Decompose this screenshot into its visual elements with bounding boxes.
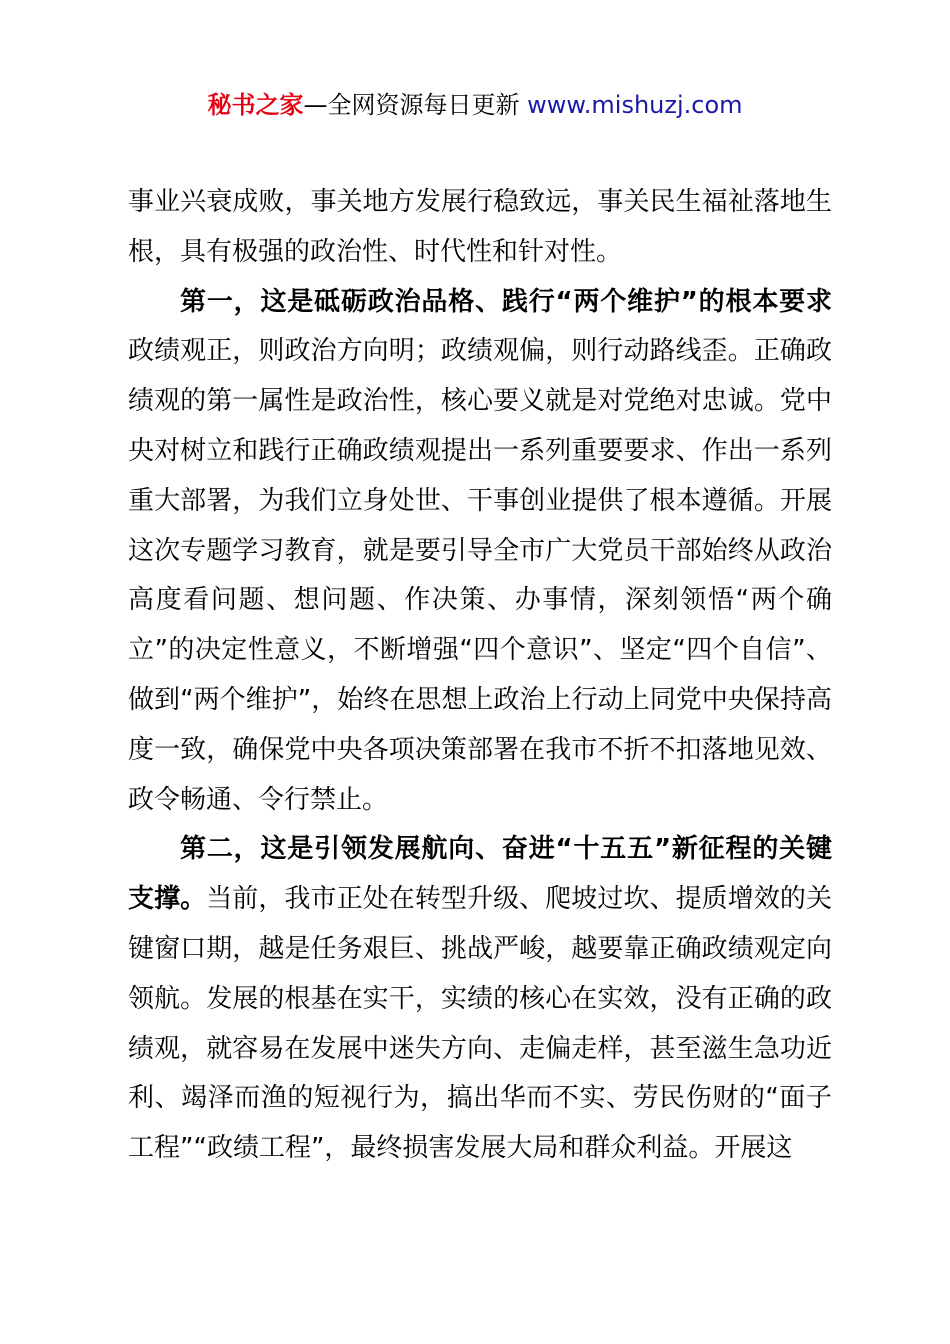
page-header [0,88,950,122]
paragraph-text: 事业兴衰成败，事关地方发展行稳致远，事关民生福祉落地生根，具有极强的政治性、时代性和针对性。 [128,187,832,267]
section-heading: 第二，这是引领发展航向、奋进“十五五”新征程的关键支撑。 [128,834,832,915]
paragraph-section-two [128,825,832,1174]
paragraph-section-one [128,278,832,826]
site-url-link[interactable]: www.mishuzj.com [527,91,743,119]
brand-name: 秘书之家 [207,91,304,119]
paragraph-text: 当前，我市正处在转型升级、爬坡过坎、提质增效的关键窗口期，越是任务艰巨、挑战严峻，越要靠正确政绩观定向领航。发展的根基在实干，实绩的核心在实效，没有正确的政绩观，就容易在发展中迷失方向、走偏走样，甚至滋生急功近利、竭泽而渔的短视行为，搞出华而不实、劳民伤财的“面子工程”“政绩工程”，最终损害发展大局和群众利益。开展这 [128,884,832,1164]
paragraph-text: 政绩观正，则政治方向明；政绩观偏，则行动路线歪。正确政绩观的第一属性是政治性，核心要义就是对党绝对忠诚。党中央对树立和践行正确政绩观提出一系列重要要求、作出一系列重大部署，为我们立身处世、干事创业提供了根本遵循。开展这次专题学习教育，就是要引导全市广大党员干部始终从政治高度看问题、想问题、作决策、办事情，深刻领悟“两个确立”的决定性意义，不断增强“四个意识”、坚定“四个自信”、做到“两个维护”，始终在思想上政治上行动上同党中央保持高度一致，确保党中央各项决策部署在我市不折不扣落地见效、政令畅通、令行禁止。 [128,336,832,815]
header-tagline: —全网资源每日更新 [303,91,528,119]
document-body [128,178,832,1174]
paragraph-intro-continued [128,178,832,278]
section-heading: 第一，这是砥砺政治品格、践行“两个维护”的根本要求 [180,286,832,317]
